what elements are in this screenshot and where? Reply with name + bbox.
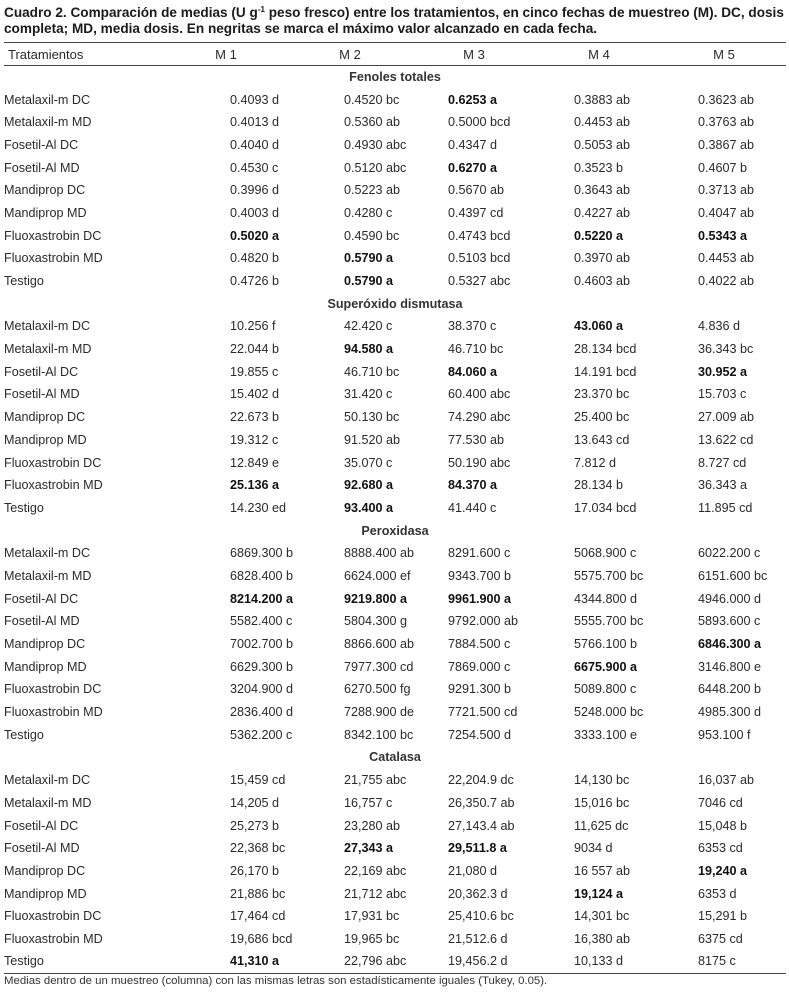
treatment-name: Fluoxastrobin MD [4, 478, 103, 493]
cell-m4: 5089.800 c [574, 682, 637, 697]
table-caption [4, 5, 786, 37]
cell-m1: 2836.400 d [230, 705, 294, 720]
table-body [4, 66, 786, 974]
cell-m5: 4985.300 d [698, 705, 762, 720]
cell-m1: 10.256 f [230, 319, 276, 334]
cell-m3: 29,511.8 a [448, 841, 507, 856]
cell-m1: 7002.700 b [230, 637, 294, 652]
cell-m1: 14.230 ed [230, 500, 287, 515]
cell-m5: 36.343 a [698, 478, 748, 493]
cell-m4: 14,301 bc [574, 909, 630, 924]
treatment-name: Mandiprop DC [4, 183, 86, 198]
table-row [4, 224, 786, 247]
treatment-name: Mandiprop MD [4, 886, 87, 901]
cell-m4: 11,625 dc [574, 818, 629, 833]
table-row [4, 723, 786, 746]
cell-m5: 15,291 b [698, 909, 748, 924]
section-header-row [4, 292, 786, 315]
cell-m2: 8866.600 ab [344, 637, 415, 652]
cell-m3: 20,362.3 d [448, 886, 508, 901]
cell-m4: 10,133 d [536, 950, 662, 973]
cell-m2: 93.400 a [344, 500, 394, 515]
cell-m2: 94.580 a [344, 342, 394, 357]
cell-m4: 25.400 bc [574, 410, 630, 425]
cell-m3: 0.6253 a [448, 92, 498, 107]
treatment-name: Fosetil-Al DC [4, 137, 79, 152]
cell-m2: 91.520 ab [344, 432, 401, 447]
cell-m5: 0.4607 b [698, 160, 748, 175]
cell-m4: 0.4227 ab [574, 205, 631, 220]
cell-m2: 8888.400 ab [344, 546, 415, 561]
cell-m2: 0.5790 a [344, 251, 394, 266]
cell-m3: 9961.900 a [448, 591, 512, 606]
cell-m5: 11.895 cd [698, 500, 753, 515]
treatment-name: Mandiprop MD [4, 432, 87, 447]
table-row [4, 111, 786, 134]
table-row [4, 792, 786, 815]
cell-m4: 0.4453 ab [574, 115, 631, 130]
cell-m4: 19,124 a [574, 886, 624, 901]
table-row [4, 814, 786, 837]
header-sample-1: M 1 [164, 43, 288, 66]
cell-m1: 8214.200 a [230, 591, 294, 606]
cell-m1: 17,464 cd [230, 909, 286, 924]
cell-m2: 0.5223 ab [344, 183, 401, 198]
table-row [4, 315, 786, 338]
cell-m4: 6675.900 a [574, 659, 638, 674]
cell-m3: 9291.300 b [448, 682, 512, 697]
cell-m1: 0.5020 a [230, 228, 280, 243]
cell-m2: 7288.900 de [344, 705, 415, 720]
cell-m1: 12.849 e [230, 455, 280, 470]
cell-m5: 6375 cd [698, 931, 743, 946]
treatment-name: Fosetil-Al DC [4, 818, 79, 833]
cell-m4: 28.134 b [574, 478, 624, 493]
cell-m2: 7977.300 cd [344, 659, 414, 674]
cell-m3: 27,143.4 ab [448, 818, 515, 833]
treatment-name: Fluoxastrobin DC [4, 228, 102, 243]
cell-m1: 0.3996 d [230, 183, 280, 198]
cell-m1: 0.4530 c [230, 160, 279, 175]
table-row [4, 88, 786, 111]
cell-m5: 6353 cd [698, 841, 743, 856]
treatment-name: Metalaxil-m MD [4, 342, 92, 357]
treatment-name: Metalaxil-m DC [4, 319, 91, 334]
cell-m5: 6846.300 a [698, 637, 762, 652]
table-row [4, 542, 786, 565]
cell-m4: 16,380 ab [574, 931, 631, 946]
cell-m3: 0.5670 ab [448, 183, 505, 198]
cell-m3: 7884.500 c [448, 637, 511, 652]
cell-m5: 15,048 b [698, 818, 748, 833]
table-row [4, 383, 786, 406]
treatment-name: Fosetil-Al DC [4, 364, 79, 379]
cell-m5: 7046 cd [698, 795, 743, 810]
cell-m2: 21,712 abc [344, 886, 407, 901]
cell-m1: 0.4003 d [230, 205, 280, 220]
treatment-name: Fosetil-Al DC [4, 591, 79, 606]
cell-m5: 27.009 ab [698, 410, 755, 425]
cell-m2: 16,757 c [344, 795, 393, 810]
cell-m5: 0.3713 ab [698, 183, 755, 198]
cell-m3: 9343.700 b [448, 568, 512, 583]
cell-m1: 5582.400 c [230, 614, 293, 629]
cell-m4: 17.034 bcd [574, 500, 637, 515]
table-row [4, 156, 786, 179]
cell-m5: 6353 d [698, 886, 737, 901]
treatment-name: Fluoxastrobin MD [4, 705, 103, 720]
table-footnote: Medias dentro de un muestreo (columna) con las mismas letras son estadísticamente iguales (Tukey, 0.05). [4, 975, 548, 987]
cell-m5: 8.727 cd [698, 455, 747, 470]
cell-m4: 3333.100 e [574, 727, 638, 742]
table-row [4, 270, 786, 293]
treatment-name: Testigo [4, 500, 44, 515]
cell-m2: 0.5790 a [344, 274, 394, 289]
cell-m2: 27,343 a [344, 841, 394, 856]
cell-m1: 25.136 a [230, 478, 280, 493]
table-row [4, 769, 786, 792]
treatment-name: Metalaxil-m DC [4, 546, 91, 561]
cell-m1: 19.855 c [230, 364, 279, 379]
cell-m3: 21,512.6 d [448, 931, 508, 946]
cell-m3: 21,080 d [448, 863, 498, 878]
treatment-name: Metalaxil-m MD [4, 568, 92, 583]
treatment-name: Mandiprop MD [4, 205, 87, 220]
cell-m3: 60.400 abc [448, 387, 511, 402]
cell-m1: 41,310 a [164, 950, 288, 973]
cell-m1: 0.4726 b [230, 274, 280, 289]
cell-m3: 7721.500 cd [448, 705, 518, 720]
cell-m3: 25,410.6 bc [448, 909, 514, 924]
treatment-name: Mandiprop DC [4, 863, 86, 878]
cell-m4: 14,130 bc [574, 773, 630, 788]
cell-m2: 50.130 bc [344, 410, 400, 425]
treatment-name: Mandiprop DC [4, 410, 86, 425]
cell-m4: 5575.700 bc [574, 568, 644, 583]
cell-m4: 7.812 d [574, 455, 617, 470]
treatment-name: Mandiprop MD [4, 659, 87, 674]
cell-m2: 0.5120 abc [344, 160, 407, 175]
header-sample-2: M 2 [288, 43, 412, 66]
cell-m2: 17,931 bc [344, 909, 400, 924]
treatment-name: Metalaxil-m MD [4, 795, 92, 810]
cell-m4: 9034 d [574, 841, 613, 856]
cell-m2: 22,796 abc [288, 950, 412, 973]
treatment-name: Fosetil-Al MD [4, 387, 80, 402]
cell-m1: 14,205 d [230, 795, 280, 810]
cell-m4: 16 557 ab [574, 863, 631, 878]
cell-m2: 6270.500 fg [344, 682, 411, 697]
cell-m3: 38.370 c [448, 319, 497, 334]
cell-m5: 0.5343 a [698, 228, 748, 243]
table-row [4, 701, 786, 724]
cell-m2: 31.420 c [344, 387, 393, 402]
cell-m3: 0.4397 cd [448, 205, 504, 220]
cell-m3: 8291.600 c [448, 546, 511, 561]
cell-m4: 15,016 bc [574, 795, 630, 810]
cell-m3: 0.5327 abc [448, 274, 511, 289]
cell-m3: 84.060 a [448, 364, 498, 379]
cell-m5: 0.4022 ab [698, 274, 755, 289]
cell-m1: 26,170 b [230, 863, 280, 878]
section-title: Fenoles totales [349, 70, 441, 85]
cell-m1: 0.4820 b [230, 251, 280, 266]
caption-suffix: peso fresco) entre los tratamientos, en cinco fechas de muestreo (M). DC, dosis completa; MD, media dosis. En negritas se marca el máximo valor alcanzado en cada fecha. [4, 5, 784, 36]
cell-m1: 15.402 d [230, 387, 280, 402]
cell-m5: 6022.200 c [698, 546, 761, 561]
cell-m3: 0.5000 bcd [448, 115, 511, 130]
cell-m4: 0.4603 ab [574, 274, 631, 289]
table-row [4, 451, 786, 474]
table-row [4, 429, 786, 452]
treatment-name: Testigo [4, 727, 44, 742]
cell-m2: 9219.800 a [344, 591, 408, 606]
cell-m4: 5555.700 bc [574, 614, 644, 629]
cell-m5: 5893.600 c [698, 614, 761, 629]
table-row [4, 837, 786, 860]
header-row [4, 43, 786, 66]
cell-m4: 23.370 bc [574, 387, 630, 402]
cell-m3: 0.5103 bcd [448, 251, 511, 266]
cell-m4: 43.060 a [574, 319, 624, 334]
cell-m5: 0.3867 ab [698, 137, 755, 152]
cell-m1: 3204.900 d [230, 682, 294, 697]
table-row [4, 587, 786, 610]
cell-m5: 0.3623 ab [698, 92, 755, 107]
cell-m4: 0.3523 b [574, 160, 624, 175]
header-sample-3: M 3 [412, 43, 536, 66]
table-row [4, 338, 786, 361]
cell-m1: 22.044 b [230, 342, 280, 357]
cell-m3: 50.190 abc [448, 455, 511, 470]
table-row [4, 247, 786, 270]
treatment-name: Fluoxastrobin DC [4, 455, 102, 470]
cell-m2: 0.4280 c [344, 205, 393, 220]
cell-m2: 0.4930 abc [344, 137, 407, 152]
cell-m1: 22.673 b [230, 410, 280, 425]
cell-m2: 42.420 c [344, 319, 393, 334]
cell-m2: 6624.000 ef [344, 568, 411, 583]
cell-m3: 46.710 bc [448, 342, 504, 357]
treatment-name: Metalaxil-m DC [4, 773, 91, 788]
cell-m1: 0.4013 d [230, 115, 280, 130]
cell-m4: 0.3883 ab [574, 92, 631, 107]
treatment-name: Testigo [4, 950, 164, 973]
cell-m5: 30.952 a [698, 364, 748, 379]
table-row [4, 565, 786, 588]
table-row [4, 474, 786, 497]
cell-m1: 19.312 c [230, 432, 279, 447]
cell-m4: 0.5053 ab [574, 137, 631, 152]
treatment-name: Mandiprop DC [4, 637, 86, 652]
treatment-name: Testigo [4, 274, 44, 289]
section-title: Superóxido dismutasa [327, 296, 463, 311]
treatment-name: Fluoxastrobin MD [4, 931, 103, 946]
cell-m2: 22,169 abc [344, 863, 407, 878]
cell-m3: 0.6270 a [448, 160, 498, 175]
cell-m3: 19,456.2 d [412, 950, 536, 973]
cell-m1: 0.4093 d [230, 92, 280, 107]
header-sample-4: M 4 [536, 43, 662, 66]
cell-m3: 84.370 a [448, 478, 498, 493]
cell-m4: 0.3970 ab [574, 251, 631, 266]
treatment-name: Metalaxil-m MD [4, 115, 92, 130]
cell-m3: 74.290 abc [448, 410, 511, 425]
section-header-row [4, 746, 786, 769]
cell-m3: 22,204.9 dc [448, 773, 514, 788]
treatment-name: Fluoxastrobin MD [4, 251, 103, 266]
table-row [4, 882, 786, 905]
cell-m2: 0.5360 ab [344, 115, 401, 130]
cell-m5: 6448.200 b [698, 682, 762, 697]
cell-m2: 0.4520 bc [344, 92, 400, 107]
cell-m5: 13.622 cd [698, 432, 754, 447]
treatment-name: Fosetil-Al MD [4, 160, 80, 175]
cell-m2: 46.710 bc [344, 364, 400, 379]
table-row [4, 950, 786, 973]
section-header-row [4, 66, 786, 89]
cell-m4: 14.191 bcd [574, 364, 637, 379]
cell-m1: 6869.300 b [230, 546, 294, 561]
cell-m3: 9792.000 ab [448, 614, 519, 629]
cell-m1: 22,368 bc [230, 841, 286, 856]
cell-m1: 25,273 b [230, 818, 280, 833]
cell-m4: 5766.100 b [574, 637, 638, 652]
cell-m5: 0.3763 ab [698, 115, 755, 130]
table-row [4, 860, 786, 883]
cell-m5: 16,037 ab [698, 773, 755, 788]
cell-m4: 4344.800 d [574, 591, 638, 606]
table-row [4, 610, 786, 633]
caption-superscript: -1 [257, 5, 265, 14]
cell-m1: 0.4040 d [230, 137, 280, 152]
cell-m1: 21,886 bc [230, 886, 286, 901]
cell-m4: 0.5220 a [574, 228, 624, 243]
treatment-name: Fluoxastrobin DC [4, 682, 102, 697]
cell-m1: 6828.400 b [230, 568, 294, 583]
cell-m1: 5362.200 c [230, 727, 293, 742]
cell-m2: 21,755 abc [344, 773, 407, 788]
table-row [4, 678, 786, 701]
cell-m5: 4946.000 d [698, 591, 762, 606]
cell-m5: 6151.600 bc [698, 568, 768, 583]
cell-m2: 8342.100 bc [344, 727, 414, 742]
table-row [4, 655, 786, 678]
cell-m2: 92.680 a [344, 478, 394, 493]
section-header-row [4, 519, 786, 542]
cell-m5: 4.836 d [698, 319, 741, 334]
cell-m3: 7869.000 c [448, 659, 511, 674]
cell-m2: 0.4590 bc [344, 228, 400, 243]
cell-m5: 3146.800 e [698, 659, 762, 674]
cell-m5: 15.703 c [698, 387, 747, 402]
table-row [4, 134, 786, 157]
section-title: Peroxidasa [361, 523, 429, 538]
section-title: Catalasa [369, 750, 421, 765]
table-row [4, 179, 786, 202]
cell-m2: 19,965 bc [344, 931, 400, 946]
table-row [4, 905, 786, 928]
header-treatments: Tratamientos [4, 43, 164, 66]
cell-m5: 0.4453 ab [698, 251, 755, 266]
table-row [4, 406, 786, 429]
cell-m3: 26,350.7 ab [448, 795, 515, 810]
cell-m2: 5804.300 g [344, 614, 408, 629]
table-row [4, 633, 786, 656]
cell-m2: 23,280 ab [344, 818, 401, 833]
cell-m5: 36.343 bc [698, 342, 754, 357]
table-row [4, 202, 786, 225]
cell-m3: 77.530 ab [448, 432, 505, 447]
cell-m3: 41.440 c [448, 500, 497, 515]
cell-m3: 0.4347 d [448, 137, 498, 152]
cell-m1: 19,686 bcd [230, 931, 293, 946]
treatment-name: Fosetil-Al MD [4, 841, 80, 856]
cell-m1: 6629.300 b [230, 659, 294, 674]
treatment-name: Metalaxil-m DC [4, 92, 91, 107]
table-row [4, 497, 786, 520]
table-row [4, 928, 786, 951]
comparison-table [4, 42, 786, 974]
cell-m4: 28.134 bcd [574, 342, 637, 357]
cell-m4: 0.3643 ab [574, 183, 631, 198]
header-sample-5: M 5 [662, 43, 786, 66]
cell-m4: 5248.000 bc [574, 705, 644, 720]
cell-m4: 5068.900 c [574, 546, 637, 561]
cell-m3: 7254.500 d [448, 727, 512, 742]
cell-m1: 15,459 cd [230, 773, 286, 788]
treatment-name: Fluoxastrobin DC [4, 909, 102, 924]
caption-prefix: Cuadro 2. Comparación de medias (U g [4, 5, 258, 20]
cell-m2: 35.070 c [344, 455, 393, 470]
cell-m4: 13.643 cd [574, 432, 630, 447]
treatment-name: Fosetil-Al MD [4, 614, 80, 629]
cell-m3: 0.4743 bcd [448, 228, 511, 243]
table-row [4, 360, 786, 383]
cell-m5: 8175 c [662, 950, 786, 973]
cell-m5: 953.100 f [698, 727, 751, 742]
cell-m5: 0.4047 ab [698, 205, 755, 220]
cell-m5: 19,240 a [698, 863, 748, 878]
